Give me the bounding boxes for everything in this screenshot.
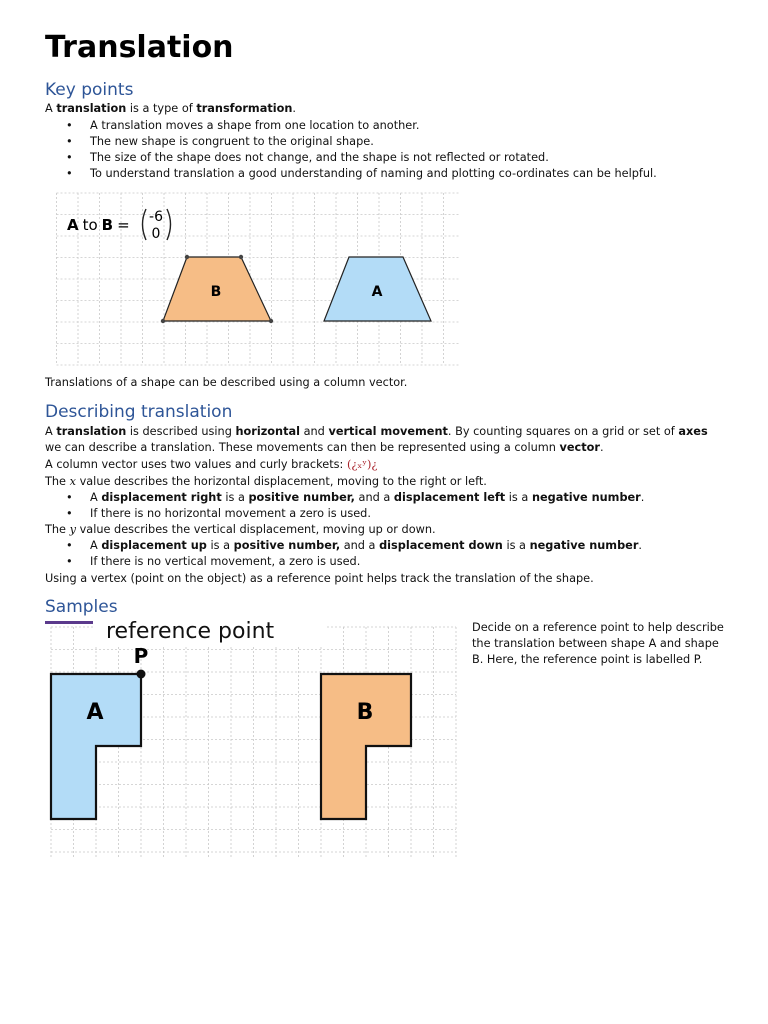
page-title: Translation — [45, 30, 234, 65]
describing-paragraph-vertex: Using a vertex (point on the object) as a reference point helps track the translation of the shape. — [45, 572, 594, 585]
l-shape-a-label: A — [86, 700, 104, 725]
bullet-text: and a — [343, 539, 376, 552]
point-p-label: P — [133, 644, 149, 668]
inline-vector-notation: (¿ₓʸ)¿ — [346, 458, 378, 471]
term-axes: axes — [678, 425, 708, 438]
reference-point-figure — [45, 615, 465, 863]
bullet-text: and a — [358, 491, 391, 504]
vector-label-equals: = — [117, 216, 130, 234]
vertex-dot — [161, 319, 165, 323]
vertex-dot — [185, 255, 189, 259]
para-text: A — [45, 425, 53, 438]
para-text: . By counting squares on a grid or set of — [447, 425, 675, 438]
y-bullet: • If there is no vertical movement, a zero is used. — [90, 554, 360, 570]
intro-text: is a type of — [129, 102, 193, 115]
para-text: and — [303, 425, 325, 438]
reference-point-label: reference point — [106, 619, 275, 644]
bullet-text: . — [640, 491, 645, 504]
vector-label-to: to — [82, 216, 98, 234]
term-vertical-movement: vertical movement — [328, 425, 448, 438]
para-text: A column vector uses two values and curly brackets: — [45, 458, 344, 471]
term-displacement-up: displacement up — [101, 539, 207, 552]
shape-b-label: B — [210, 284, 222, 300]
key-point-bullet: • To understand translation a good understanding of naming and plotting co-ordinates can be helpful. — [90, 166, 657, 182]
key-points-intro — [45, 101, 296, 117]
shape-a-label: A — [371, 284, 383, 300]
term-positive-number: positive number, — [248, 491, 355, 504]
term-displacement-down: displacement down — [379, 539, 503, 552]
vertex-dot — [269, 319, 273, 323]
describing-paragraph-1 — [45, 424, 708, 440]
vector-label-b: B — [101, 216, 114, 234]
term-vector: vector — [559, 441, 600, 454]
key-point-bullet: • A translation moves a shape from one location to another. — [90, 118, 419, 134]
para-text: value describes the horizontal displacement, moving to the right or left. — [79, 475, 487, 488]
vector-right-bracket — [167, 209, 171, 240]
bullet-text: is a — [225, 491, 245, 504]
term-horizontal: horizontal — [235, 425, 300, 438]
vector-top-value: -6 — [149, 209, 163, 225]
y-bullet — [90, 538, 642, 554]
l-shape-b — [321, 674, 411, 819]
samples-description: Decide on a reference point to help describe the translation between shape A and shape B. Here, the reference point is labelled P. — [472, 621, 724, 666]
para-text: value describes the vertical displacement, moving up or down. — [79, 523, 436, 536]
term-positive-number: positive number, — [233, 539, 341, 552]
vector-label-a: A — [67, 216, 79, 234]
intro-text: A — [45, 102, 53, 115]
bullet-text: is a — [506, 539, 526, 552]
l-shape-a — [51, 674, 141, 819]
vector-left-bracket — [143, 209, 147, 240]
term-displacement-right: displacement right — [101, 491, 222, 504]
describing-paragraph-2 — [45, 457, 377, 473]
para-text: . — [599, 441, 604, 454]
x-bullet — [90, 490, 644, 506]
reference-point-p-dot — [137, 670, 146, 679]
bullet-text: A — [90, 539, 98, 552]
key-point-bullet: • The size of the shape does not change, and the shape is not reflected or rotated. — [90, 150, 549, 166]
term-negative-number: negative number — [531, 491, 641, 504]
intro-term-translation: translation — [56, 102, 127, 115]
bullet-text: . — [638, 539, 642, 552]
para-text: we can describe a translation. These movements can then be represented using a column — [45, 441, 556, 454]
describing-paragraph-x — [45, 474, 487, 490]
term-displacement-left: displacement left — [393, 491, 506, 504]
vector-label — [67, 209, 171, 242]
vector-bottom-value: 0 — [151, 226, 161, 242]
figure-caption: Translations of a shape can be described using a column vector. — [45, 376, 408, 389]
describing-paragraph-y — [45, 522, 436, 538]
bullet-text: is a — [508, 491, 529, 504]
translation-figure — [55, 190, 460, 366]
term-negative-number: negative number — [529, 539, 639, 552]
l-shape-b-label: B — [356, 700, 374, 725]
para-text: is described using — [129, 425, 232, 438]
para-text: The — [45, 475, 67, 488]
bullet-text: is a — [210, 539, 231, 552]
term-translation: translation — [56, 425, 127, 438]
key-points-heading: Key points — [45, 80, 134, 100]
para-text: The — [45, 523, 67, 536]
variable-x: x — [69, 475, 76, 488]
describing-paragraph-1-cont — [45, 440, 604, 456]
describing-heading: Describing translation — [45, 402, 233, 422]
samples-heading: Samples — [45, 597, 118, 617]
vertex-dot — [239, 255, 243, 259]
variable-y: y — [69, 523, 76, 536]
key-point-bullet: • The new shape is congruent to the original shape. — [90, 134, 374, 150]
x-bullet: • If there is no horizontal movement a zero is used. — [90, 506, 371, 522]
intro-text: . — [292, 102, 296, 115]
svg-text:AtoB= — [67, 216, 130, 234]
intro-term-transformation: transformation — [196, 102, 293, 115]
bullet-text: A — [90, 491, 98, 504]
